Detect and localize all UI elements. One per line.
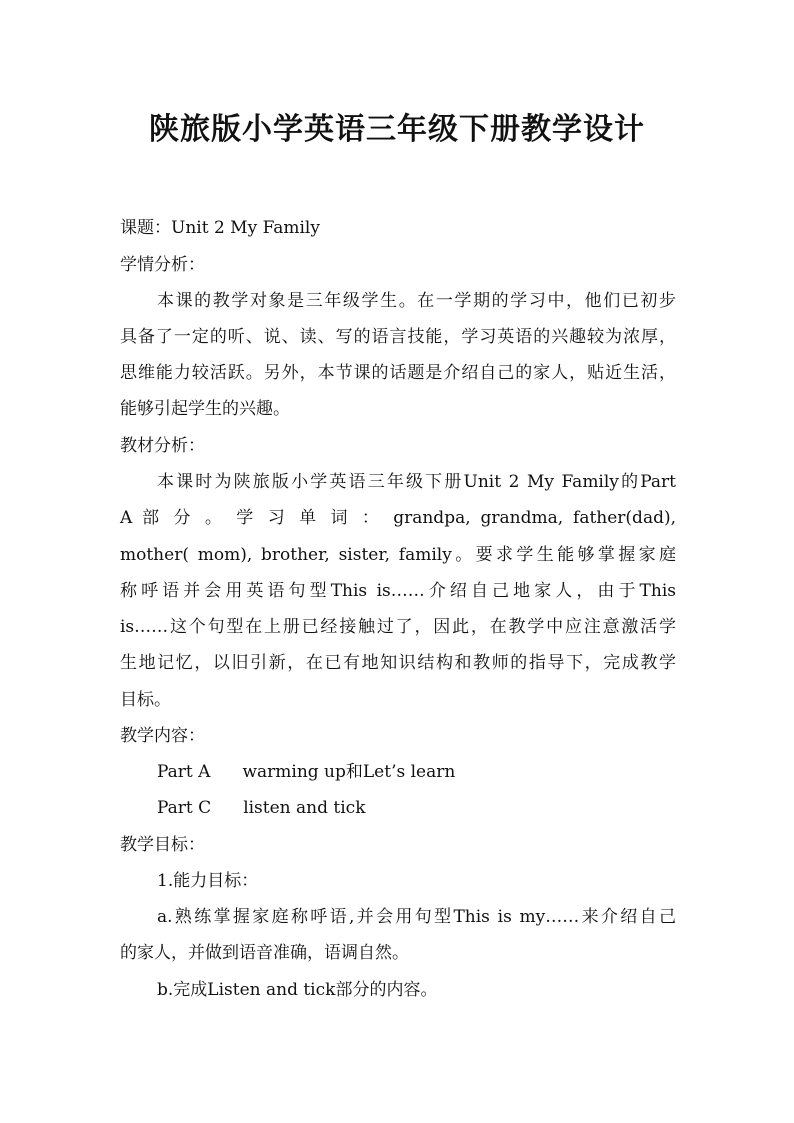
content-part-desc: warming up和Let’s learn xyxy=(242,762,456,782)
goal-a-line: a.熟练掌握家庭称呼语,并会用句型This is my……来介绍自己 xyxy=(157,907,676,927)
content-part-desc: listen and tick xyxy=(243,798,366,818)
content-part-label: Part C xyxy=(157,798,212,818)
material-analysis-line: 目标。 xyxy=(120,690,171,710)
material-analysis-line: A 部 分 。 学 习 单 词 ： grandpa, grandma, father(dad), xyxy=(120,508,676,528)
material-analysis-line: 称呼语并会用英语句型This is……介绍自己地家人，由于This xyxy=(120,581,676,601)
teaching-content-heading: 教学内容： xyxy=(120,726,205,746)
document-title: 陕旅版小学英语三年级下册教学设计 xyxy=(149,112,645,147)
material-analysis-line: 生地记忆，以旧引新，在已有地知识结构和教师的指导下，完成教学 xyxy=(120,653,676,673)
lesson-topic: 课题：Unit 2 My Family xyxy=(120,218,320,238)
learner-analysis-line: 思维能力较活跃。另外，本节课的话题是介绍自己的家人，贴近生活， xyxy=(120,363,676,383)
learner-analysis-line: 具备了一定的听、说、读、写的语言技能，学习英语的兴趣较为浓厚， xyxy=(120,327,676,347)
teaching-content-item xyxy=(157,761,676,783)
teaching-goals-heading: 教学目标： xyxy=(120,835,205,855)
learner-analysis-line: 本课的教学对象是三年级学生。在一学期的学习中，他们已初步 xyxy=(157,291,676,311)
goal-subheading: 1.能力目标： xyxy=(157,871,259,891)
content-part-label: Part A xyxy=(157,762,211,782)
material-analysis-line: mother( mom), brother, sister, family。要求学生能够掌握家庭 xyxy=(120,545,676,565)
learner-analysis-line: 能够引起学生的兴趣。 xyxy=(120,399,290,419)
material-analysis-line: is……这个句型在上册已经接触过了，因此，在教学中应注意激活学 xyxy=(120,617,676,637)
goal-b-line: b.完成Listen and tick部分的内容。 xyxy=(157,980,438,1000)
learner-analysis-heading: 学情分析： xyxy=(120,255,205,275)
material-analysis-line: 本课时为陕旅版小学英语三年级下册Unit 2 My Family的Part xyxy=(157,472,676,492)
teaching-content-item xyxy=(157,797,676,819)
material-analysis-heading: 教材分析： xyxy=(120,436,205,456)
goal-a-line: 的家人，并做到语音准确，语调自然。 xyxy=(120,943,409,963)
